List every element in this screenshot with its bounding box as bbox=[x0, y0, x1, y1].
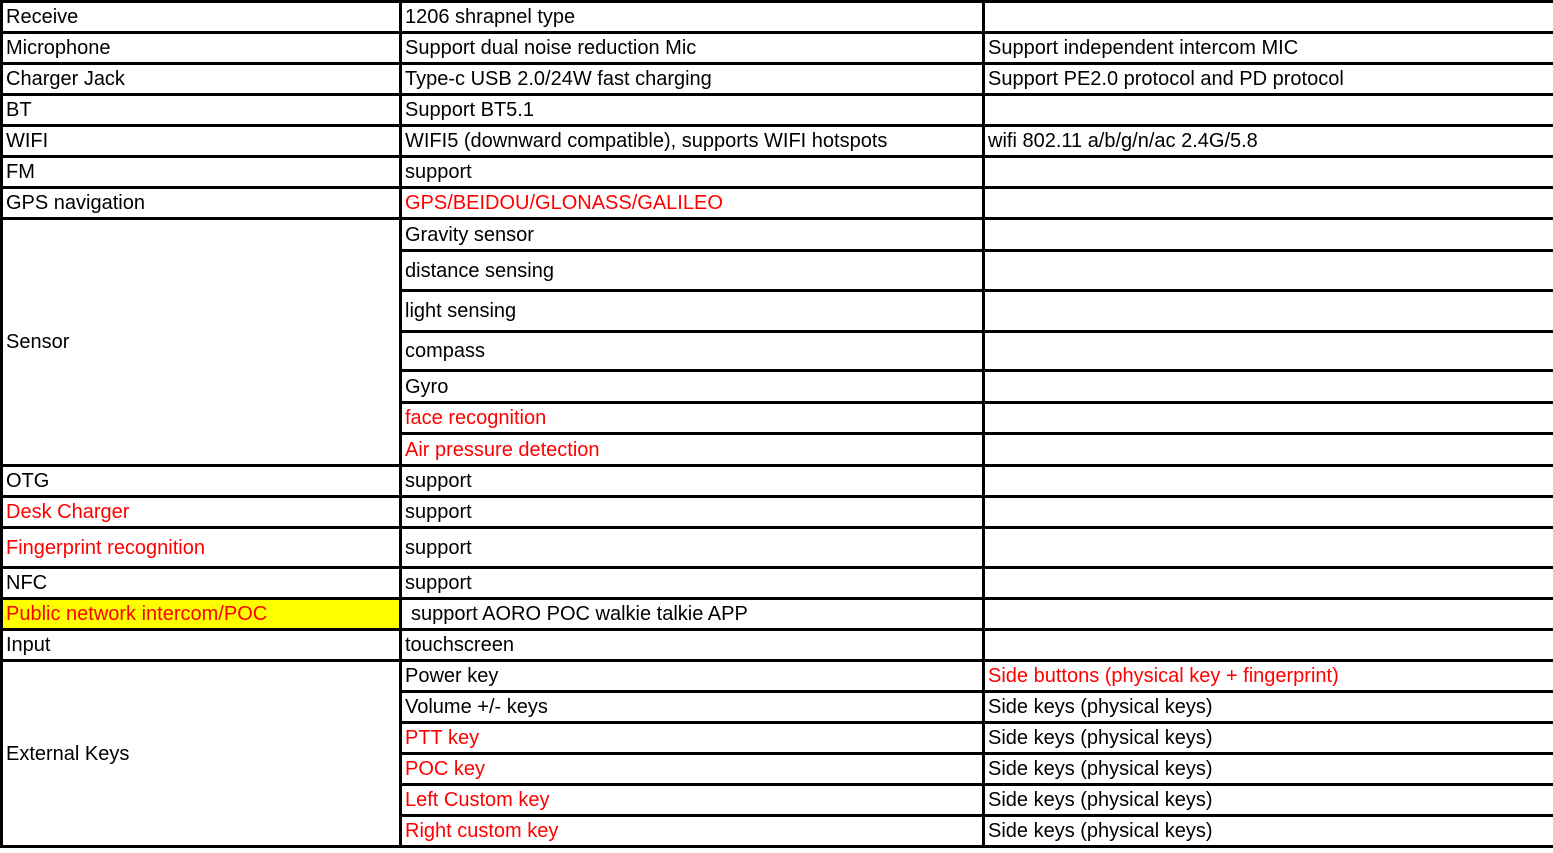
table-row bbox=[2, 219, 1553, 251]
table-row bbox=[2, 497, 1553, 528]
row-label: Microphone bbox=[2, 33, 401, 64]
key-name: POC key bbox=[401, 754, 984, 785]
row-value: Support dual noise reduction Mic bbox=[401, 33, 984, 64]
row-label: Charger Jack bbox=[2, 64, 401, 95]
row-value: Type-c USB 2.0/24W fast charging bbox=[401, 64, 984, 95]
row-label: Receive bbox=[2, 2, 401, 33]
row-note bbox=[984, 630, 1553, 661]
row-note bbox=[984, 188, 1553, 219]
row-label: Fingerprint recognition bbox=[2, 528, 401, 568]
row-note bbox=[984, 497, 1553, 528]
table-row bbox=[2, 528, 1553, 568]
row-value: support bbox=[401, 568, 984, 599]
row-value: support bbox=[401, 528, 984, 568]
table-row bbox=[2, 661, 1553, 692]
sensor-item: compass bbox=[401, 332, 984, 371]
key-desc: Side keys (physical keys) bbox=[984, 754, 1553, 785]
key-name: Power key bbox=[401, 661, 984, 692]
table-row bbox=[2, 630, 1553, 661]
row-note: Support independent intercom MIC bbox=[984, 33, 1553, 64]
key-name: Right custom key bbox=[401, 816, 984, 847]
row-note bbox=[984, 568, 1553, 599]
row-value: support bbox=[401, 497, 984, 528]
row-label: GPS navigation bbox=[2, 188, 401, 219]
row-note bbox=[984, 95, 1553, 126]
row-note bbox=[984, 466, 1553, 497]
sensor-item: Air pressure detection bbox=[401, 434, 984, 466]
row-note bbox=[984, 434, 1553, 466]
table-row bbox=[2, 33, 1553, 64]
table-row bbox=[2, 95, 1553, 126]
row-label: NFC bbox=[2, 568, 401, 599]
table-row bbox=[2, 599, 1553, 630]
row-label: FM bbox=[2, 157, 401, 188]
key-desc: Side keys (physical keys) bbox=[984, 692, 1553, 723]
row-note bbox=[984, 219, 1553, 251]
key-desc: Side keys (physical keys) bbox=[984, 723, 1553, 754]
row-value: support bbox=[401, 466, 984, 497]
row-value: GPS/BEIDOU/GLONASS/GALILEO bbox=[401, 188, 984, 219]
row-label: WIFI bbox=[2, 126, 401, 157]
key-name: Left Custom key bbox=[401, 785, 984, 816]
key-name: PTT key bbox=[401, 723, 984, 754]
external-keys-label: External Keys bbox=[2, 661, 401, 847]
row-note bbox=[984, 291, 1553, 332]
row-note bbox=[984, 371, 1553, 403]
table-row bbox=[2, 64, 1553, 95]
row-value: support AORO POC walkie talkie APP bbox=[401, 599, 984, 630]
table-row bbox=[2, 568, 1553, 599]
row-note bbox=[984, 251, 1553, 291]
row-value: WIFI5 (downward compatible), supports WIFI hotspots bbox=[401, 126, 984, 157]
sensor-item: Gyro bbox=[401, 371, 984, 403]
row-label: Desk Charger bbox=[2, 497, 401, 528]
row-value: Support BT5.1 bbox=[401, 95, 984, 126]
row-label: Public network intercom/POC bbox=[2, 599, 401, 630]
row-label: BT bbox=[2, 95, 401, 126]
table-row bbox=[2, 2, 1553, 33]
sensor-label: Sensor bbox=[2, 219, 401, 466]
table-row bbox=[2, 157, 1553, 188]
row-note bbox=[984, 599, 1553, 630]
table-row bbox=[2, 126, 1553, 157]
sensor-item: distance sensing bbox=[401, 251, 984, 291]
key-desc: Side keys (physical keys) bbox=[984, 816, 1553, 847]
row-note bbox=[984, 332, 1553, 371]
table-row bbox=[2, 188, 1553, 219]
sensor-item: light sensing bbox=[401, 291, 984, 332]
row-value: touchscreen bbox=[401, 630, 984, 661]
row-note: wifi 802.11 a/b/g/n/ac 2.4G/5.8 bbox=[984, 126, 1553, 157]
row-label: OTG bbox=[2, 466, 401, 497]
key-name: Volume +/- keys bbox=[401, 692, 984, 723]
row-value: support bbox=[401, 157, 984, 188]
key-desc: Side buttons (physical key + fingerprint) bbox=[984, 661, 1553, 692]
row-label: Input bbox=[2, 630, 401, 661]
key-desc: Side keys (physical keys) bbox=[984, 785, 1553, 816]
row-note bbox=[984, 403, 1553, 434]
sensor-item: Gravity sensor bbox=[401, 219, 984, 251]
table-row bbox=[2, 466, 1553, 497]
row-note: Support PE2.0 protocol and PD protocol bbox=[984, 64, 1553, 95]
row-note bbox=[984, 2, 1553, 33]
sensor-item: face recognition bbox=[401, 403, 984, 434]
row-note bbox=[984, 528, 1553, 568]
row-note bbox=[984, 157, 1553, 188]
row-value: 1206 shrapnel type bbox=[401, 2, 984, 33]
